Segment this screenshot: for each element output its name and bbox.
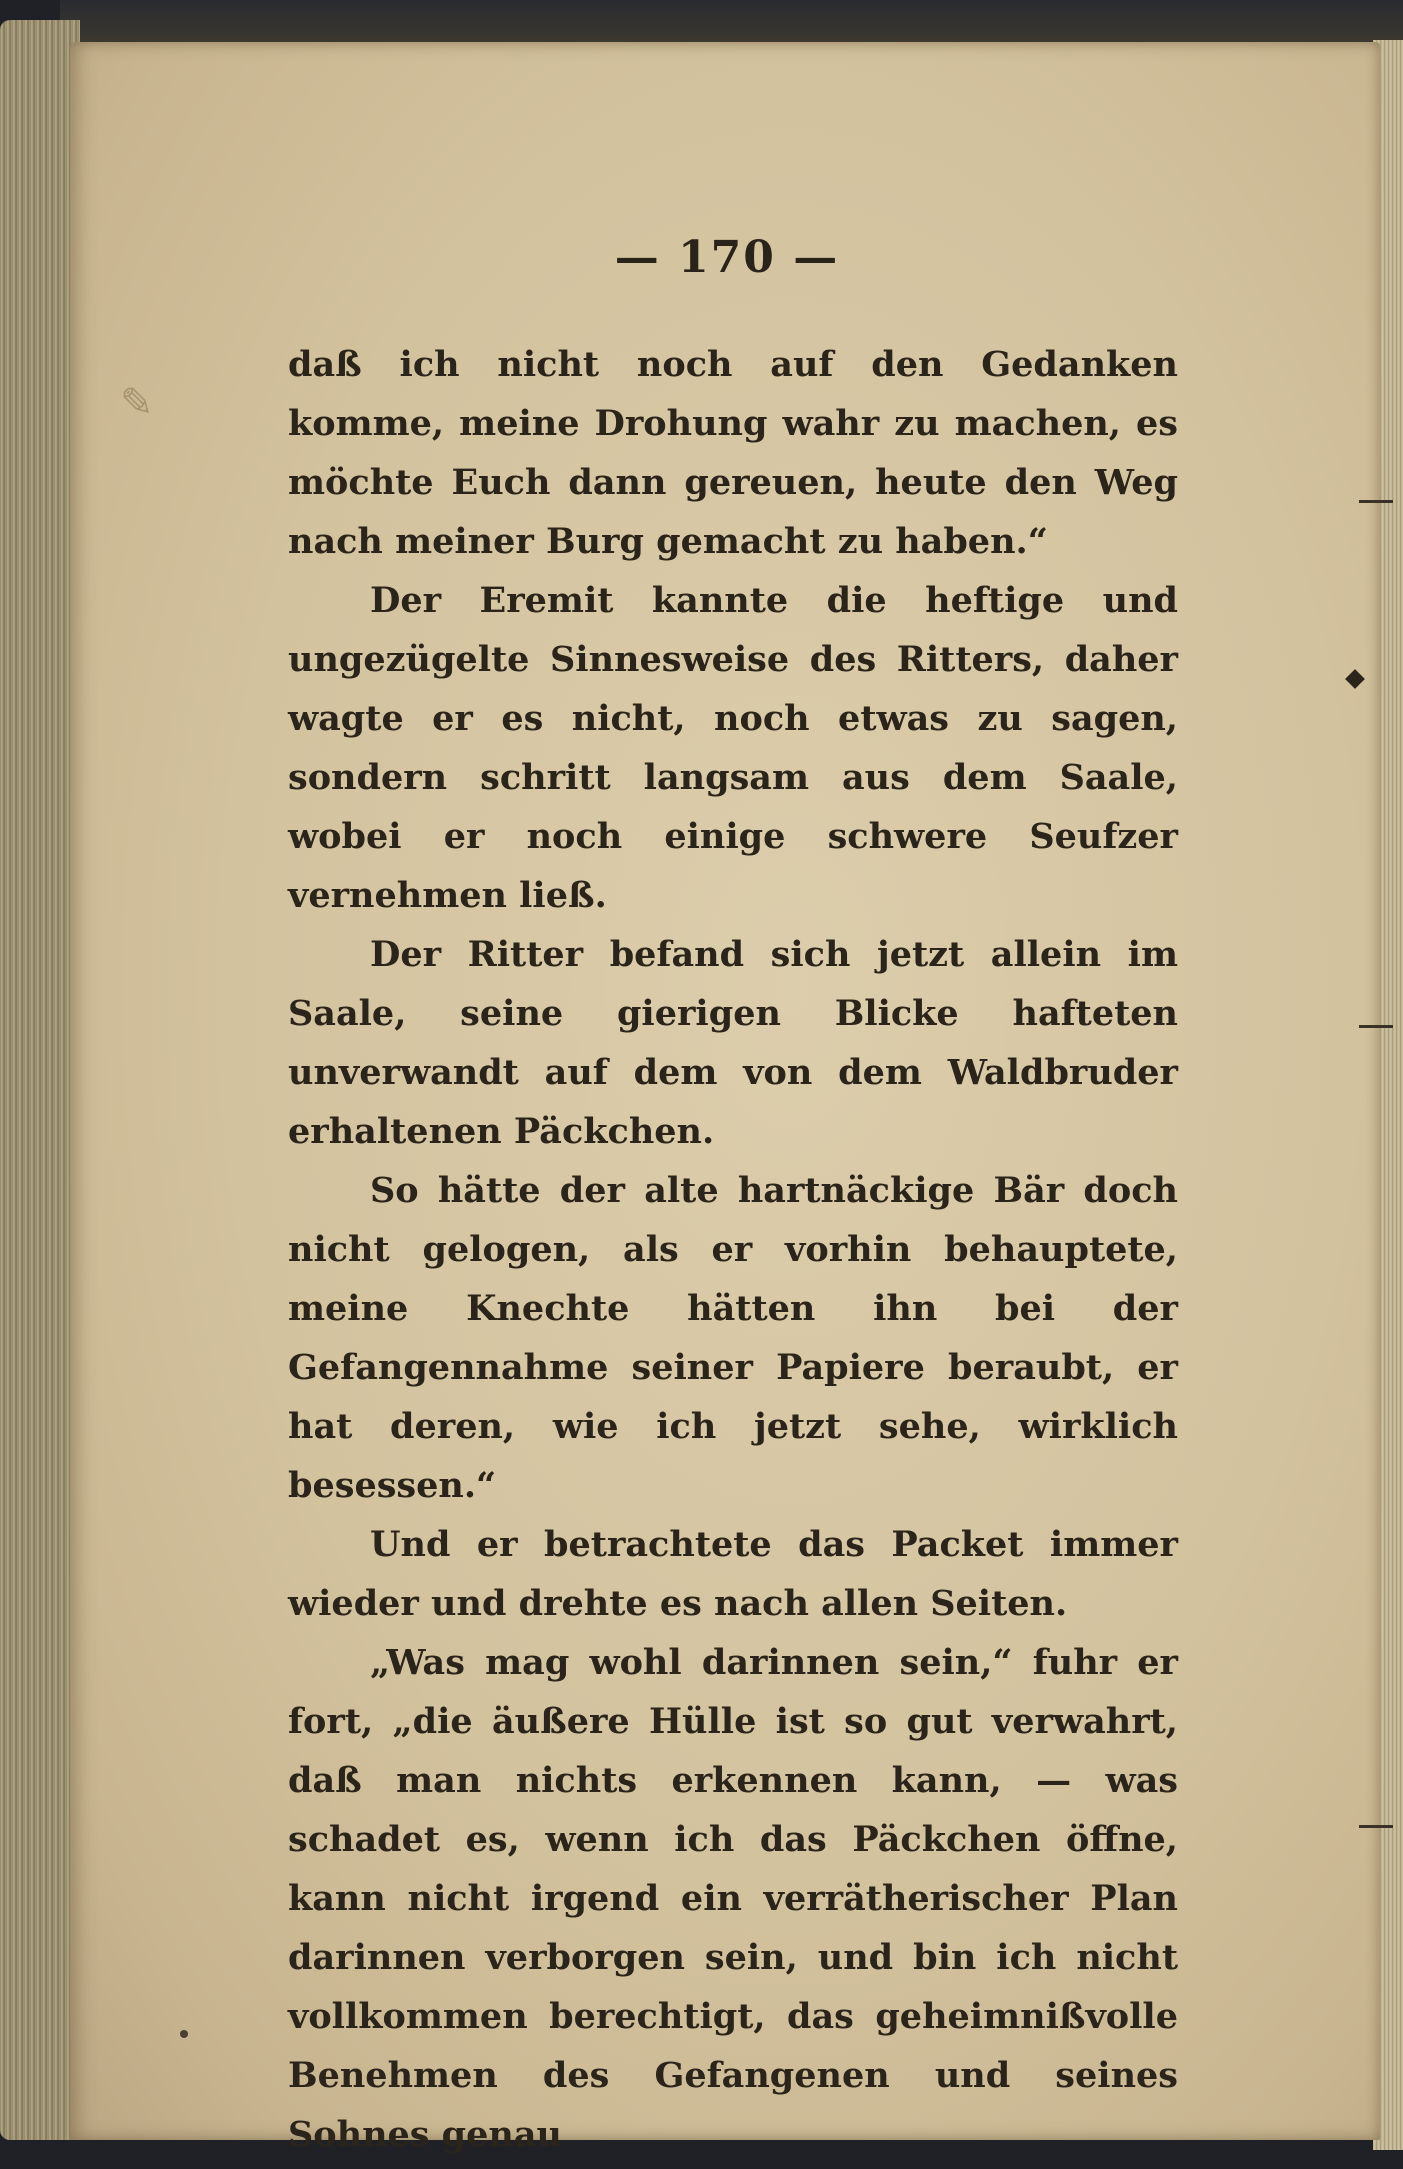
edge-tick-mark bbox=[1359, 500, 1393, 503]
paragraph: „Was mag wohl darinnen sein,“ fuhr er fort, „die äußere Hülle ist so gut verwahrt, daß man nichts erkennen kann, — was schadet es, wenn ich das Päckchen öffne, kann nicht irgend ein verrätherischer Plan darinnen verborgen sein, und bin ich nicht vollkommen berechtigt, das geheimnißvolle Benehmen des Gefangenen und seines Sohnes genau bbox=[288, 1642, 1178, 2155]
page-number: — 170 — bbox=[614, 232, 840, 283]
paragraph: daß ich nicht noch auf den Gedanken komme, meine Drohung wahr zu machen, es möchte Euch dann gereuen, heute den Weg nach meiner Burg gemacht zu haben.“ bbox=[288, 344, 1178, 562]
body-text bbox=[288, 335, 1178, 2164]
margin-scribble-icon: ✎ bbox=[120, 380, 154, 426]
edge-tick-mark bbox=[1359, 1825, 1393, 1828]
paragraph: Und er betrachtete das Packet immer wieder und drehte es nach allen Seiten. bbox=[288, 1524, 1178, 1624]
paragraph: So hätte der alte hartnäckige Bär doch nicht gelogen, als er vorhin behauptete, meine Knechte hätten ihn bei der Gefangennahme seiner Papiere beraubt, er hat deren, wie ich jetzt sehe, wirklich besessen.“ bbox=[288, 1170, 1178, 1506]
paragraph: Der Eremit kannte die heftige und ungezügelte Sinnesweise des Ritters, daher wagte er es nicht, noch etwas zu sagen, sondern schritt langsam aus dem Saale, wobei er noch einige schwere Seufzer vernehmen ließ. bbox=[288, 580, 1178, 916]
edge-tick-mark bbox=[1359, 1025, 1393, 1028]
left-page-edges bbox=[0, 20, 80, 2140]
ink-spot bbox=[180, 2030, 188, 2038]
paragraph: Der Ritter befand sich jetzt allein im Saale, seine gierigen Blicke hafteten unverwandt auf dem von dem Waldbruder erhaltenen Päckchen. bbox=[288, 934, 1178, 1152]
